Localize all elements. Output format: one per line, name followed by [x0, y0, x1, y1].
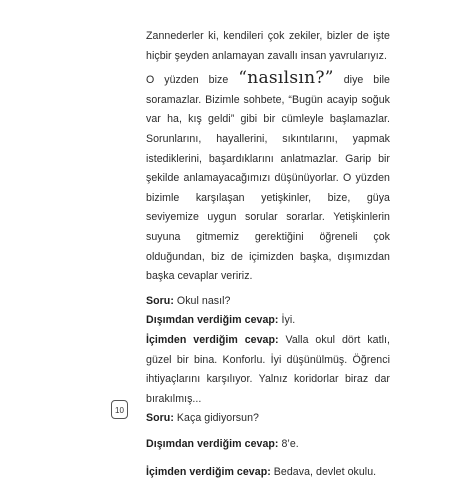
paragraph-2-lead: O yüzden bize — [146, 74, 239, 87]
body-text — [146, 27, 390, 483]
dialogue-label: Soru: — [146, 412, 174, 425]
paragraph-1 — [146, 27, 390, 66]
dialogue-text: Okul nasıl? — [173, 294, 231, 307]
paragraph-2 — [146, 68, 390, 287]
dialogue-text: İyi. — [278, 314, 296, 327]
page-number: 10 — [111, 400, 128, 419]
dialogue-label: Soru: — [146, 294, 174, 307]
dialogue-text: 8’e. — [278, 437, 299, 450]
dialogue-line-3 — [146, 331, 390, 409]
dialogue-text: Kaça gidiyorsun? — [173, 412, 259, 425]
dialogue-label: Dışımdan verdiğim cevap: — [146, 314, 279, 327]
paragraph-1-text: Zannederler ki, kendileri çok zekiler, bizler de işte hiçbir şeyden anlamayan zavallı insan yavrularıyız. — [146, 30, 390, 62]
dialogue-line-1 — [146, 292, 390, 312]
dialogue-label: İçimden verdiğim cevap: — [146, 333, 279, 346]
dialogue-text: Bedava, devlet okulu. — [270, 466, 377, 479]
callout-nasilsin: “nasılsın?” — [238, 68, 334, 89]
paragraph-2-body: diye bile soramazlar. Bizimle sohbete, “Bugün acayip soğuk var ha, kış geldi” gibi bir cümleyle başlamazlar. Sorunlarını, hayallerini, sıkıntılarını, yapmak istediklerini, başardıklarını anlatmazlar. Garip bir şekilde anlamayacağımızı düşünüyorlar. O yüzden bizimle karşılaşan yetişkinler, bize, güya seviyemize uygun sorular sorarlar. Yetişkinlerin suyuna gitmemiz gerektiğini öğreneli çok olduğundan, biz de içimizden başka, dışımızdan başka cevaplar veririz. — [146, 74, 390, 283]
dialogue-text: Valla okul dört katlı, güzel bir bina. Konforlu. İyi düşünülmüş. Öğrenci ihtiyaçlarını karşılıyor. Yalnız koridorlar biraz dar bırakılmış... — [146, 333, 390, 405]
dialogue-label: Dışımdan verdiğim cevap: — [146, 437, 279, 450]
dialogue-line-5 — [146, 435, 390, 455]
dialogue-label: İçimden verdiğim cevap: — [146, 466, 271, 479]
dialogue-line-4 — [146, 409, 390, 429]
dialogue-line-2 — [146, 311, 390, 331]
dialogue-line-6 — [146, 463, 390, 483]
